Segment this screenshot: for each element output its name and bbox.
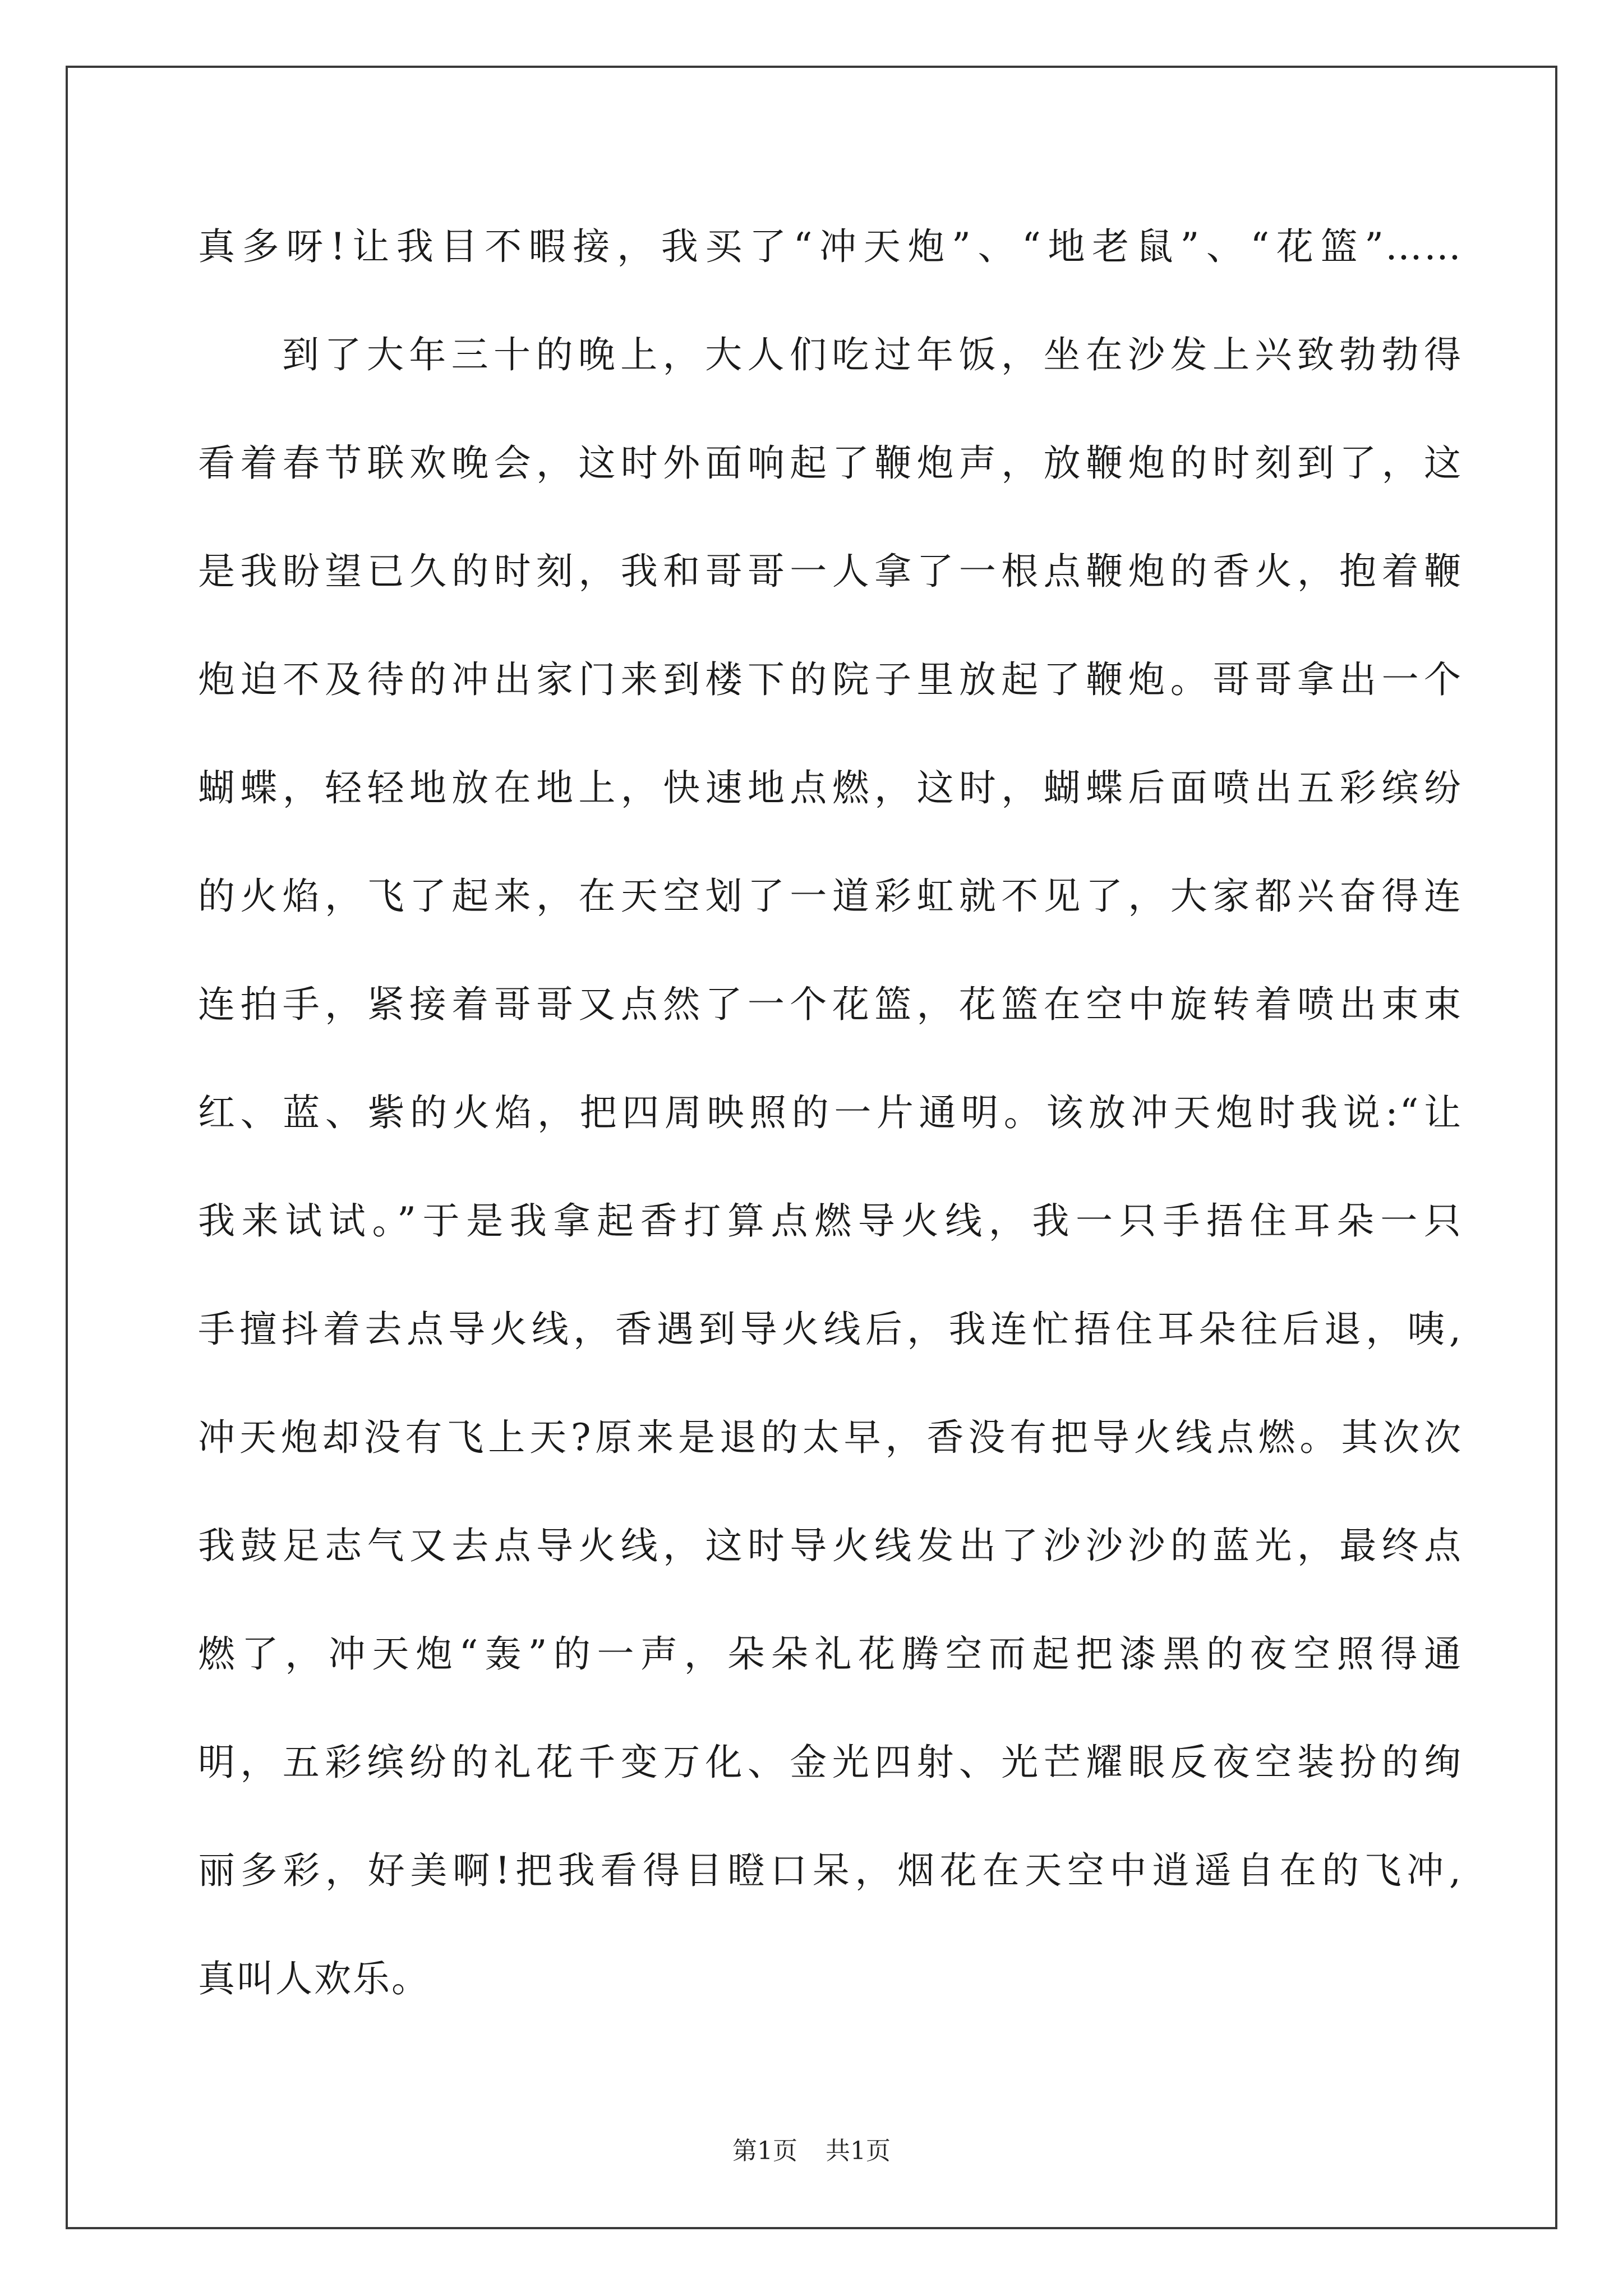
page-footer: [0, 2134, 1623, 2168]
body-text: [198, 205, 1463, 2056]
text-line-3: 看着春节联欢晚会，这时外面响起了鞭炮声，放鞭炮的时刻到了，这: [198, 441, 1463, 485]
text-line-8: 连拍手，紧接着哥哥又点然了一个花篮，花篮在空中旋转着喷出束束: [198, 983, 1463, 1026]
text-line-12: 冲天炮却没有飞上天?原来是退的太早，香没有把导火线点燃。其次次: [198, 1416, 1463, 1459]
text-line-10: 我来试试。”于是我拿起香打算点燃导火线，我一只手捂住耳朵一只: [198, 1199, 1463, 1243]
text-line-16: 丽多彩，好美啊!把我看得目瞪口呆，烟花在天空中逍遥自在的飞冲,: [198, 1849, 1463, 1892]
page-total: 共1页: [826, 2137, 891, 2165]
text-line-5: 炮迫不及待的冲出家门来到楼下的院子里放起了鞭炮。哥哥拿出一个: [198, 658, 1463, 701]
text-line-1: 真多呀!让我目不暇接，我买了“冲天炮”、“地老鼠”、“花篮”……: [198, 225, 1463, 268]
text-line-2: 到了大年三十的晚上，大人们吃过年饭，坐在沙发上兴致勃勃得: [282, 333, 1463, 376]
text-line-7: 的火焰，飞了起来，在天空划了一道彩虹就不见了，大家都兴奋得连: [198, 875, 1463, 918]
text-line-14: 燃了，冲天炮“轰”的一声，朵朵礼花腾空而起把漆黑的夜空照得通: [198, 1632, 1463, 1676]
text-line-15: 明，五彩缤纷的礼花千变万化、金光四射、光芒耀眼反夜空装扮的绚: [198, 1741, 1463, 1784]
text-line-17: 真叫人欢乐。: [198, 1957, 430, 2000]
text-line-4: 是我盼望已久的时刻，我和哥哥一人拿了一根点鞭炮的香火，抱着鞭: [198, 550, 1463, 593]
text-line-9: 红、蓝、紫的火焰，把四周映照的一片通明。该放冲天炮时我说:“让: [198, 1091, 1463, 1134]
text-line-13: 我鼓足志气又去点导火线，这时导火线发出了沙沙沙的蓝光，最终点: [198, 1524, 1463, 1567]
page-number: 第1页: [732, 2137, 797, 2165]
text-line-11: 手擅抖着去点导火线，香遇到导火线后，我连忙捂住耳朵往后退，咦,: [198, 1308, 1463, 1351]
text-line-6: 蝴蝶，轻轻地放在地上，快速地点燃，这时，蝴蝶后面喷出五彩缤纷: [198, 766, 1463, 809]
